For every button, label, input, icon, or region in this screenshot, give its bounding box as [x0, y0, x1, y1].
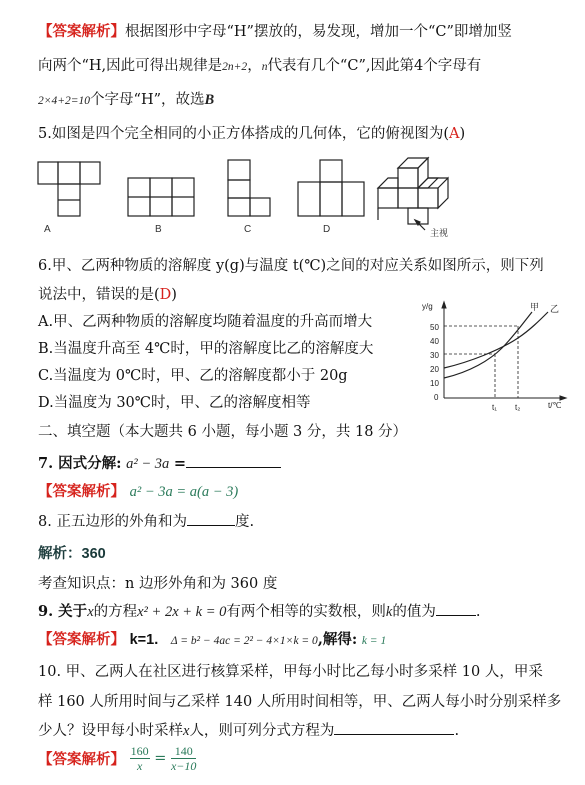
q9-text-a: 9. 关于 — [38, 603, 88, 620]
q6-option-b: B.当温度升高至 4℃时，甲的溶解度比乙的溶解度大 — [38, 341, 374, 357]
ytick-50: 50 — [430, 323, 439, 332]
q7-answer-math: a² − 3a = a(a − 3) — [129, 484, 239, 500]
q10-frac1-num: 160 — [130, 744, 149, 758]
q10-line2: 样 160 人所用时间与乙采样 140 人所用时间相等，甲、乙两人每小时分别采样多 — [38, 694, 562, 710]
q5-text: 5.如图是四个完全相同的小正方体搭成的几何体，它的俯视图为( — [38, 126, 449, 142]
q8-unit: 度. — [234, 514, 255, 530]
option-b-label: B — [155, 224, 162, 235]
q8-question — [38, 510, 254, 531]
q10-fraction-2 — [171, 744, 196, 773]
q10-frac2-num: 140 — [171, 744, 196, 759]
guide-lines — [444, 326, 518, 398]
answer-analysis-tag: 【答案解析】 — [38, 751, 125, 768]
q10-end: . — [454, 723, 460, 739]
q9-end: . — [475, 604, 481, 620]
q8-analysis: 解析：360 — [38, 546, 106, 562]
curve-jia — [444, 312, 532, 378]
q10-x: x — [183, 723, 190, 739]
y-axis-label: y/g — [422, 302, 433, 311]
q7-text: 7. 因式分解: — [38, 455, 122, 472]
q6-answer: D — [159, 287, 172, 303]
q4-answer: B — [204, 92, 215, 108]
ytick-10: 10 — [430, 379, 439, 388]
q10-text3b: 人，则可列分式方程为 — [189, 723, 335, 739]
q10-line3 — [38, 719, 459, 740]
q8-knowledge: 考查知识点：n 边形外角和为 360 度 — [38, 576, 278, 592]
q10-fraction-1 — [130, 744, 150, 773]
q10-line1: 10. 甲、乙两人在社区进行核算采样，甲每小时比乙每小时多采样 10 人，甲采 — [38, 664, 543, 680]
option-d-figure — [298, 160, 364, 216]
q4-n: n — [261, 61, 268, 73]
answer-analysis-tag: 【答案解析】 — [38, 631, 125, 648]
q9-text-c: 有两个相等的实数根，则 — [226, 604, 386, 620]
q6-line2 — [38, 283, 177, 304]
q5-close: ) — [459, 126, 466, 142]
ytick-20: 20 — [430, 365, 439, 374]
q7-blank[interactable] — [186, 467, 281, 468]
q10-text3a: 少人？设甲每小时采样 — [38, 723, 183, 739]
option-b-figure — [128, 178, 194, 216]
answer-analysis-tag: 【答案解析】 — [38, 483, 125, 500]
answer-analysis-tag: 【答案解析】 — [38, 23, 125, 40]
q9-text-d: 的值为 — [392, 604, 436, 620]
solid-3d-figure — [378, 158, 448, 224]
section2-title: 二、填空题（本大题共 6 小题，每小题 3 分，共 18 分） — [38, 424, 408, 440]
ytick-30: 30 — [430, 351, 439, 360]
q10-eq: = — [154, 750, 167, 767]
q10-analysis — [38, 744, 196, 773]
q4-formula: 2n+2 — [222, 61, 248, 73]
q4-calc: 2×4+2=10 — [38, 95, 91, 107]
q6-option-a: A.甲、乙两种物质的溶解度均随着温度的升高而增大 — [38, 314, 373, 330]
option-a-label: A — [44, 224, 51, 235]
q8-text: 8. 正五边形的外角和为 — [38, 514, 187, 530]
q9-text-b: 的方程 — [93, 604, 138, 620]
q4-analysis-text3b: 个字母“H”，故选 — [90, 92, 205, 108]
q9-blank[interactable] — [436, 615, 476, 616]
q4-comma: ， — [247, 58, 262, 74]
q4-analysis-line2 — [38, 54, 481, 75]
q9-x: x — [87, 604, 94, 620]
curve-label-jia: 甲 — [530, 302, 540, 312]
q9-analysis — [38, 628, 386, 649]
q9-question — [38, 600, 480, 621]
q7-math: a² − 3a — [126, 456, 170, 472]
option-c-label: C — [244, 224, 252, 235]
q9-equation: x² + 2x + k = 0 — [137, 604, 227, 620]
q10-blank[interactable] — [334, 734, 454, 735]
q4-analysis-text1: 根据图形中字母“H”摆放的，易发现，增加一个“C”即增加竖 — [125, 24, 512, 40]
q4-analysis-text2c: 代表有几个“C”,因此第4个字母有 — [267, 58, 482, 74]
q10-frac1-den: x — [136, 759, 143, 773]
q7-analysis — [38, 480, 238, 501]
q9-solve: ,解得: — [317, 631, 358, 648]
ytick-40: 40 — [430, 337, 439, 346]
q7-eq: = — [173, 455, 187, 472]
q6-close: ) — [171, 287, 177, 303]
q9-k: k — [385, 604, 393, 620]
origin-label: 0 — [434, 393, 439, 402]
q4-analysis-line1 — [38, 20, 512, 41]
q9-result: k = 1 — [361, 635, 387, 647]
q6-line1: 6.甲、乙两种物质的溶解度 y(g)与温度 t(℃)之间的对应关系如图所示，则下列 — [38, 258, 544, 274]
option-d-label: D — [323, 224, 331, 235]
q6-text2: 说法中，错误的是( — [38, 287, 160, 303]
q8-blank[interactable] — [187, 525, 235, 526]
q9-delta: Δ = b² − 4ac = 2² − 4×1×k = 0 — [170, 635, 318, 647]
front-view-label: 主视 — [430, 228, 449, 238]
q5-figures — [30, 150, 500, 240]
x-axis-label: t/℃ — [548, 401, 562, 410]
option-a-figure — [38, 162, 100, 216]
q6-option-d: D.当温度为 30℃时，甲、乙的溶解度相等 — [38, 395, 311, 411]
q6-option-c: C.当温度为 0℃时，甲、乙的溶解度都小于 20g — [38, 368, 348, 384]
q10-frac2-den: x−10 — [170, 759, 197, 773]
q4-analysis-line3 — [38, 88, 214, 109]
curve-yi — [444, 312, 548, 368]
q9-answer: k=1. — [129, 632, 159, 648]
q4-analysis-text2a: 向两个“H,因此可得出规律是 — [38, 58, 223, 74]
q5-question — [38, 122, 465, 143]
solubility-graph — [420, 300, 570, 415]
option-c-figure — [228, 160, 270, 216]
xtick-t1: t₁ — [492, 403, 497, 412]
q5-answer: A — [449, 126, 460, 142]
q7-question — [38, 452, 281, 473]
xtick-t2: t₂ — [515, 403, 521, 412]
curve-label-yi: 乙 — [550, 304, 560, 314]
